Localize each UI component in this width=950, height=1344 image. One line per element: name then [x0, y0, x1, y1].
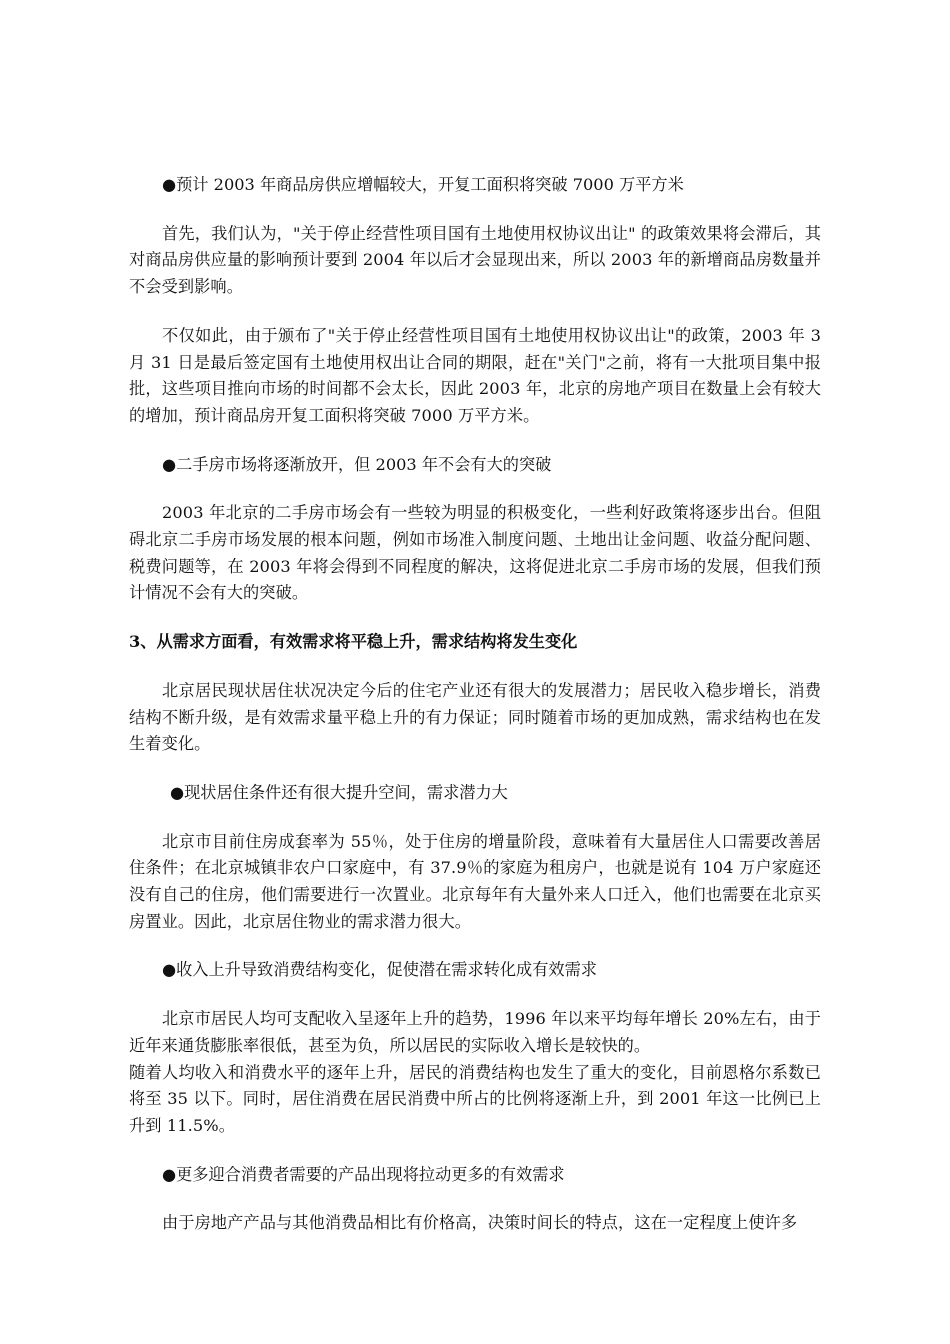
bullet-supply-growth: ●预计 2003 年商品房供应增幅较大，开复工面积将突破 7000 万平方米	[162, 175, 684, 194]
paragraph-project-surge: 不仅如此，由于颁布了"关于停止经营性项目国有土地使用权协议出让"的政策，2003 年 3 月 31 日是最后签定国有土地使用权出让合同的期限，赶在"关门"之前，将有一大批项目集中报批，这些项目推向市场的时间都不会太长，因此 2003 年，北京的房地产项目在数量上会有较大的增加，预计商品房开复工面积将突破 7000 万平方米。	[129, 325, 821, 425]
paragraph-housing-rate: 北京市目前住房成套率为 55％，处于住房的增量阶段，意味着有大量居住人口需要改善居住条件；在北京城镇非农户口家庭中，有 37.9％的家庭为租房户，也就是说有 104 万户家庭还没有自己的住房，他们需要进行一次置业。北京每年有大量外来人口迁入，他们也需要在北京买房置业。因此，北京居住物业的需求潜力很大。	[129, 831, 821, 931]
bullet-income-rise: ●收入上升导致消费结构变化，促使潜在需求转化成有效需求	[162, 960, 597, 980]
paragraph-income-growth: 北京市居民人均可支配收入呈逐年上升的趋势，1996 年以来平均每年增长 20%左右，由于近年来通货膨胀率很低，甚至为负，所以居民的实际收入增长是较快的。	[129, 1009, 821, 1055]
paragraph-consumption-structure: 随着人均收入和消费水平的逐年上升，居民的消费结构也发生了重大的变化，目前恩格尔系数已将至 35 以下。同时，居住消费在居民消费中所占的比例将逐渐上升，到 2001 年这一比例已上升到 11.5%。	[129, 1062, 821, 1135]
paragraph-product-features: 由于房地产产品与其他消费品相比有价格高，决策时间长的特点，这在一定程度上使许多	[162, 1213, 798, 1233]
paragraph-secondhand-market: 2003 年北京的二手房市场会有一些较为明显的积极变化，一些利好政策将逐步出台。但阻碍北京二手房市场发展的根本问题，例如市场准入制度问题、土地出让金问题、收益分配问题、税费问题等，在 2003 年将会得到不同程度的解决，这将促进北京二手房市场的发展，但我们预计情况不会有大的突破。	[129, 503, 821, 603]
bullet-living-conditions: ●现状居住条件还有很大提升空间，需求潜力大	[170, 782, 508, 802]
paragraph-demand-overview: 北京居民现状居住状况决定今后的住宅产业还有很大的发展潜力；居民收入稳步增长，消费结构不断升级，是有效需求量平稳上升的有力保证；同时随着市场的更加成熟，需求结构也在发生着变化。	[129, 680, 821, 754]
document-body	[129, 172, 821, 1237]
section-heading-demand: 3、从需求方面看，有效需求将平稳上升，需求结构将发生变化	[129, 632, 578, 652]
paragraph-policy-delay: 首先，我们认为，"关于停止经营性项目国有土地使用权协议出让" 的政策效果将会滞后，其对商品房供应量的影响预计要到 2004 年以后才会显现出来，所以 2003 年的新增商品房数量并不会受到影响。	[129, 223, 821, 297]
bullet-secondhand-market: ●二手房市场将逐渐放开，但 2003 年不会有大的突破	[162, 454, 552, 474]
bullet-new-products: ●更多迎合消费者需要的产品出现将拉动更多的有效需求	[162, 1164, 565, 1184]
